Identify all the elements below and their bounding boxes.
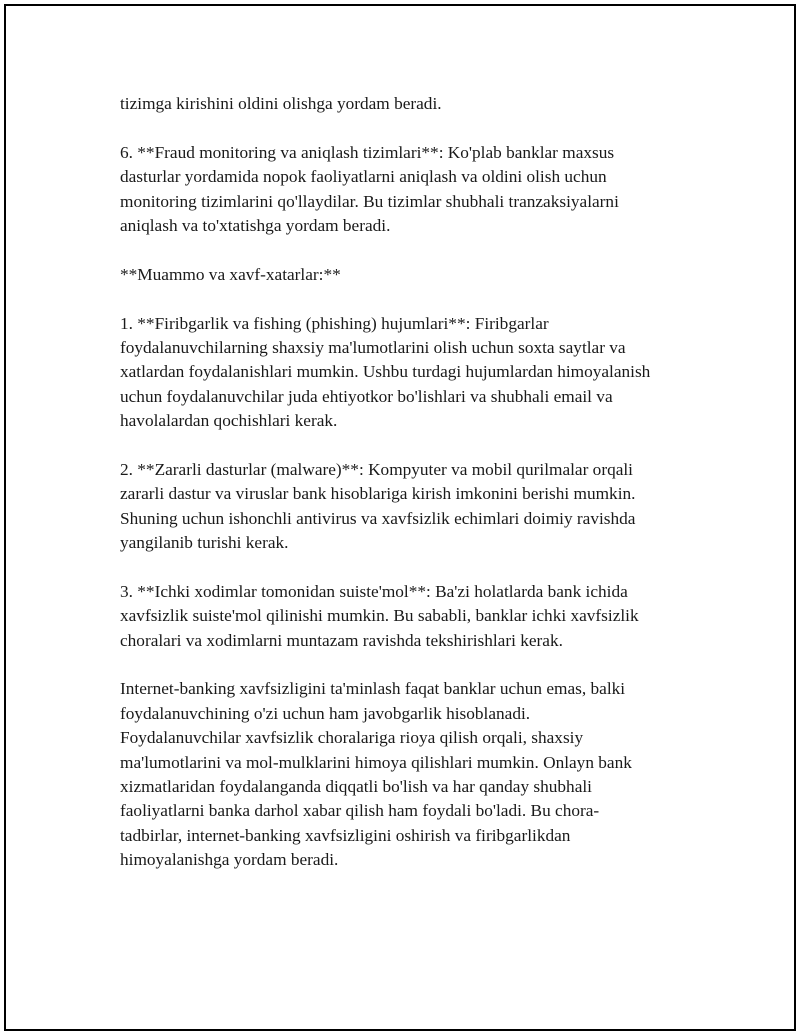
text-line: dasturlar yordamida nopok faoliyatlarni aniqlash va oldini olish uchun — [120, 167, 607, 187]
text-line: tizimga kirishini oldini olishga yordam beradi. — [120, 94, 442, 113]
paragraph-gap — [120, 653, 700, 677]
text-line: yangilanib turishi kerak. — [120, 533, 289, 553]
text-line: monitoring tizimlarini qo'llaydilar. Bu tizimlar shubhali tranzaksiyalarni — [120, 191, 619, 211]
text-line: 6. **Fraud monitoring va aniqlash tizimlari**: Ko'plab banklar maxsus — [120, 142, 615, 162]
text-line: Shuning uchun ishonchli antivirus va xavfsizlik echimlari doimiy ravishda — [120, 508, 636, 528]
text-line: zararli dastur va viruslar bank hisoblariga kirish imkonini berishi mumkin. — [120, 484, 636, 504]
paragraph-gap — [120, 555, 700, 579]
text-line: tadbirlar, internet-banking xavfsizligini oshirish va firibgarlikdan — [120, 825, 571, 845]
text-line: xizmatlaridan foydalanganda diqqatli bo'lish va har qanday shubhali — [120, 776, 592, 796]
text-line: Foydalanuvchilar xavfsizlik choralariga rioya qilish orqali, shaxsiy — [120, 728, 584, 748]
text-line: 1. **Firibgarlik va fishing (phishing) hujumlari**: Firibgarlar — [120, 313, 549, 333]
text-line: foydalanuvchining o'zi uchun ham javobgarlik hisoblanadi. — [120, 703, 531, 723]
paragraph-gap — [120, 287, 700, 311]
paragraph-point-6 — [120, 141, 700, 239]
section-heading: **Muammo va xavf-xatarlar:** — [120, 264, 341, 284]
paragraph-risks-heading — [120, 263, 700, 287]
text-line: himoyalanishga yordam beradi. — [120, 850, 339, 870]
text-line: xavfsizlik suiste'mol qilinishi mumkin. Bu sababli, banklar ichki xavfsizlik — [120, 606, 639, 626]
text-line: choralari va xodimlarni muntazam ravishda tekshirishlari kerak. — [120, 630, 563, 650]
text-line: Internet-banking xavfsizligini ta'minlash faqat banklar uchun emas, balki — [120, 679, 626, 699]
text-line: xatlardan foydalanishlari mumkin. Ushbu turdagi hujumlardan himoyalanish — [120, 362, 651, 382]
paragraph-conclusion — [120, 677, 700, 872]
paragraph-gap — [120, 238, 700, 262]
text-line: ma'lumotlarini va mol-mulklarini himoya qilishlari mumkin. Onlayn bank — [120, 752, 632, 772]
paragraph-intro-continuation — [120, 92, 700, 116]
text-line: aniqlash va to'xtatishga yordam beradi. — [120, 215, 391, 235]
paragraph-gap — [120, 116, 700, 140]
text-line: foydalanuvchilarning shaxsiy ma'lumotlarini olish uchun soxta saytlar va — [120, 337, 626, 357]
document-body — [120, 92, 700, 873]
text-line: faoliyatlarni banka darhol xabar qilish ham foydali bo'ladi. Bu chora- — [120, 801, 600, 821]
paragraph-risk-3 — [120, 580, 700, 653]
text-line: havolalardan qochishlari kerak. — [120, 411, 338, 431]
text-line: 3. **Ichki xodimlar tomonidan suiste'mol**: Ba'zi holatlarda bank ichida — [120, 581, 628, 601]
paragraph-risk-1 — [120, 312, 700, 434]
text-line: uchun foydalanuvchilar juda ehtiyotkor bo'lishlari va shubhali email va — [120, 386, 613, 406]
page-frame — [4, 4, 796, 1031]
text-line: 2. **Zararli dasturlar (malware)**: Kompyuter va mobil qurilmalar orqali — [120, 459, 633, 479]
paragraph-risk-2 — [120, 458, 700, 556]
paragraph-gap — [120, 433, 700, 457]
